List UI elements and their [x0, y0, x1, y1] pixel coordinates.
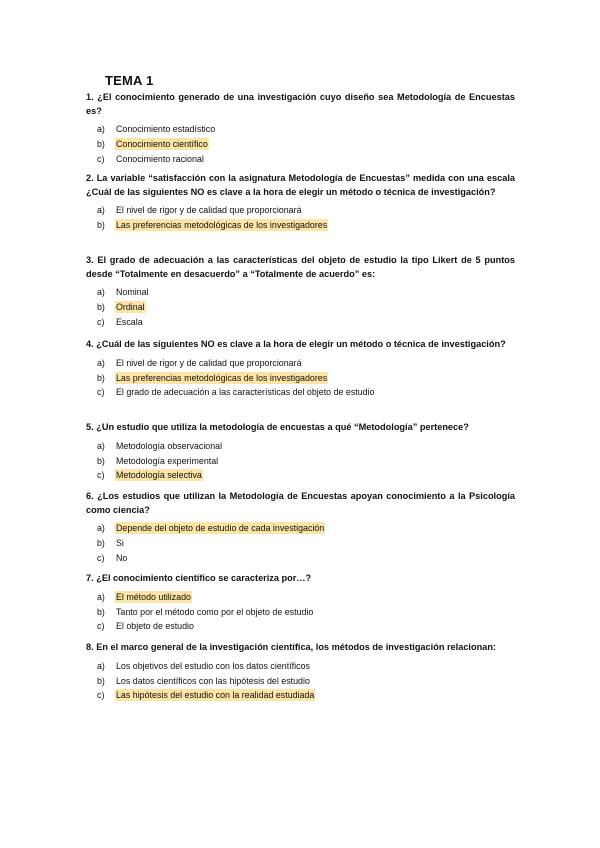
option-b-highlighted	[86, 218, 515, 233]
option-text: Los objetivos del estudio con los datos científicos	[116, 660, 310, 671]
question-text: 3. El grado de adecuación a las características del objeto de estudio la tipo Likert de 5 puntos desde “Totalmente en desacuerdo” a “Totalmente de acuerdo” es:	[86, 255, 515, 279]
option-list	[86, 659, 515, 703]
page-title: TEMA 1	[105, 73, 154, 88]
option-letter: b)	[97, 675, 105, 686]
option-list	[86, 203, 515, 233]
question-text: 6. ¿Los estudios que utilizan la Metodología de Encuestas apoyan conocimiento a la Psicología como ciencia?	[86, 491, 515, 515]
option-text: Escala	[116, 316, 143, 327]
option-b-highlighted	[86, 137, 515, 152]
option-letter: b)	[97, 372, 105, 383]
option-c	[86, 551, 515, 566]
option-a	[86, 439, 515, 454]
option-text: Metodología selectiva	[116, 470, 202, 481]
option-list	[86, 122, 515, 166]
option-text: Conocimiento estadístico	[116, 124, 216, 135]
option-letter: a)	[97, 440, 105, 451]
option-b-highlighted	[86, 370, 515, 385]
question-4	[86, 338, 515, 400]
question-2	[86, 172, 515, 233]
option-list	[86, 285, 515, 329]
question-5	[86, 421, 515, 483]
question-text: 8. En el marco general de la investigación científica, los métodos de investigación relacionan:	[86, 642, 496, 652]
option-letter: b)	[97, 220, 105, 231]
option-a	[86, 203, 515, 218]
option-letter: c)	[97, 552, 105, 563]
option-letter: a)	[97, 660, 105, 671]
option-text: Las hipótesis del estudio con la realidad estudiada	[116, 690, 315, 701]
option-text: Las preferencias metodológicas de los investigadores	[116, 220, 328, 231]
option-letter: b)	[97, 455, 105, 466]
question-8	[86, 641, 515, 703]
option-text: Depende del objeto de estudio de cada investigación	[116, 523, 325, 534]
option-list	[86, 356, 515, 400]
option-letter: b)	[97, 139, 105, 150]
option-letter: c)	[97, 153, 105, 164]
question-1	[86, 91, 515, 166]
option-letter: c)	[97, 621, 105, 632]
option-c-highlighted	[86, 688, 515, 703]
option-text: El grado de adecuación a las características del objeto de estudio	[116, 387, 375, 398]
option-c-highlighted	[86, 468, 515, 483]
option-a	[86, 285, 515, 300]
option-b	[86, 673, 515, 688]
option-b-highlighted	[86, 300, 515, 315]
option-text: Conocimiento racional	[116, 153, 204, 164]
option-text: Las preferencias metodológicas de los investigadores	[116, 372, 328, 383]
question-text: 7. ¿El conocimiento científico se caracteriza por…?	[86, 573, 312, 583]
option-c	[86, 152, 515, 167]
option-text: Metodología experimental	[116, 455, 219, 466]
option-text: Metodología observacional	[116, 440, 223, 451]
option-list	[86, 521, 515, 565]
option-text: El método utilizado	[116, 591, 191, 602]
option-letter: b)	[97, 302, 105, 313]
option-letter: c)	[97, 387, 105, 398]
question-text: 4. ¿Cuál de las siguientes NO es clave a la hora de elegir un método o técnica de investigación?	[86, 339, 506, 349]
question-text: 1. ¿El conocimiento generado de una investigación cuyo diseño sea Metodología de Encuestas es?	[86, 92, 515, 116]
option-text: Los datos científicos con las hipótesis del estudio	[116, 675, 310, 686]
question-3	[86, 254, 515, 329]
option-letter: b)	[97, 538, 105, 549]
option-text: El nivel de rigor y de calidad que proporcionará	[116, 357, 302, 368]
option-text: No	[116, 552, 128, 563]
option-a	[86, 122, 515, 137]
option-letter: a)	[97, 287, 105, 298]
option-c	[86, 385, 515, 400]
option-text: Conocimiento científico	[116, 139, 208, 150]
option-b	[86, 536, 515, 551]
option-letter: c)	[97, 470, 105, 481]
option-letter: c)	[97, 316, 105, 327]
option-text: Si	[116, 538, 124, 549]
option-letter: a)	[97, 591, 105, 602]
option-letter: a)	[97, 523, 105, 534]
option-b	[86, 453, 515, 468]
question-7	[86, 572, 515, 634]
question-6	[86, 490, 515, 565]
option-list	[86, 439, 515, 483]
option-text: Ordinal	[116, 302, 145, 313]
option-letter: a)	[97, 357, 105, 368]
option-letter: a)	[97, 205, 105, 216]
option-text: Tanto por el método como por el objeto de estudio	[116, 606, 314, 617]
option-a	[86, 659, 515, 674]
option-b	[86, 604, 515, 619]
option-text: Nominal	[116, 287, 149, 298]
question-text: 2. La variable “satisfacción con la asignatura Metodología de Encuestas” medida con una escala ¿Cuál de las siguientes NO es clave a la hora de elegir un método o técnica de investigación?	[86, 173, 515, 197]
option-a-highlighted	[86, 521, 515, 536]
question-text: 5. ¿Un estudio que utiliza la metodología de encuestas a qué “Metodología” pertenece?	[86, 422, 469, 432]
option-letter: a)	[97, 124, 105, 135]
option-list	[86, 590, 515, 634]
option-text: El objeto de estudio	[116, 621, 194, 632]
option-a	[86, 356, 515, 371]
option-text: El nivel de rigor y de calidad que proporcionará	[116, 205, 302, 216]
option-c	[86, 315, 515, 330]
option-c	[86, 619, 515, 634]
option-letter: b)	[97, 606, 105, 617]
option-a-highlighted	[86, 590, 515, 605]
option-letter: c)	[97, 690, 105, 701]
